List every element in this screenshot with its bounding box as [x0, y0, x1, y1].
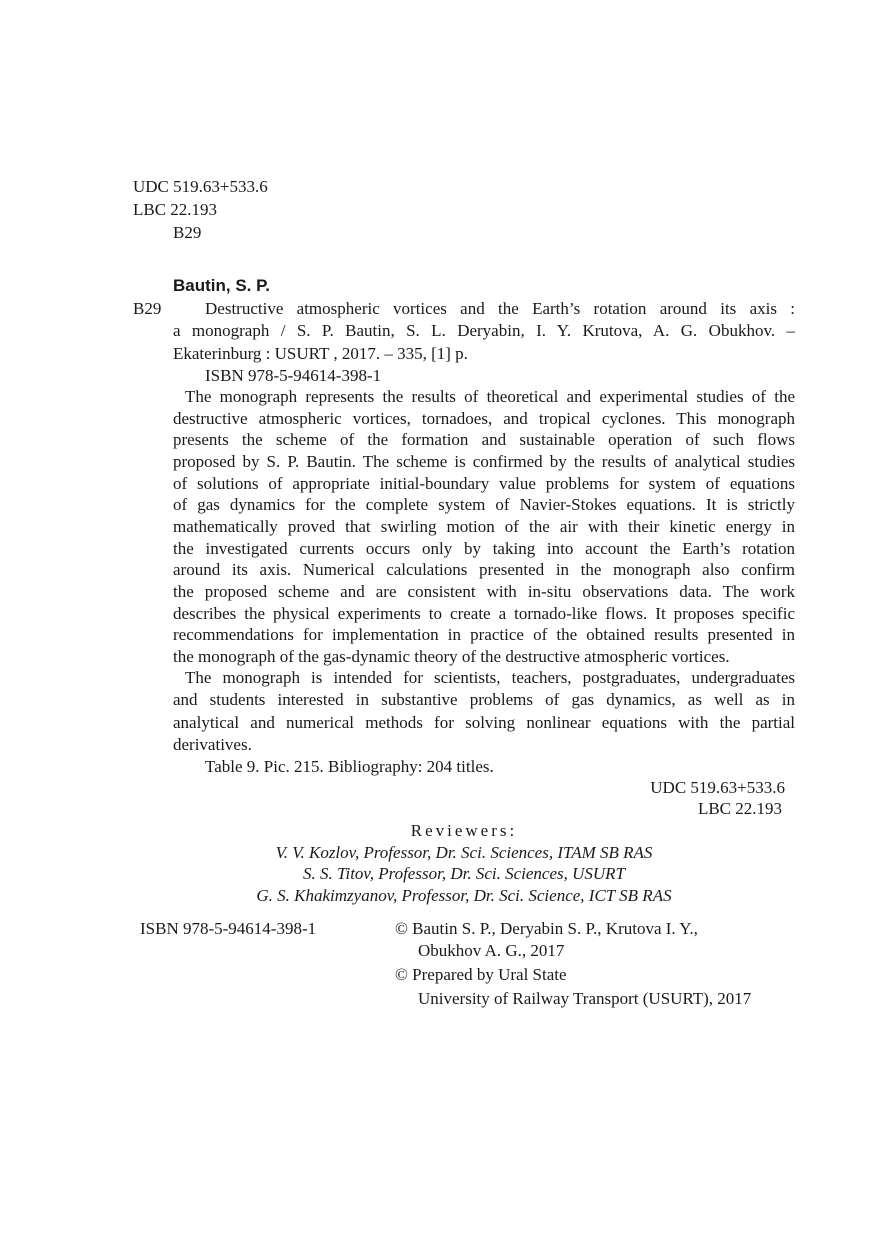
paragraph-line: the investigated currents occurs only by taking into account the Earth’s rotation	[173, 539, 795, 558]
paragraph-line: analytical and numerical methods for solving nonlinear equations with the partial	[173, 713, 795, 732]
header-lbc: LBC 22.193	[133, 200, 218, 219]
paragraph-line: the proposed scheme and are consistent with in-situ observations data. The work	[173, 582, 795, 601]
paragraph-line: The monograph is intended for scientists, teachers, postgraduates, undergraduates	[185, 668, 795, 687]
reviewer-item: V. V. Kozlov, Professor, Dr. Sci. Sciences, ITAM SB RAS	[275, 843, 653, 862]
paragraph-line: describes the physical experiments to create a tornado-like flows. It proposes specific	[173, 604, 795, 623]
copyright-line: © Bautin S. P., Deryabin S. P., Krutova I. Y.,	[395, 919, 698, 938]
reviewer-item: G. S. Khakimzyanov, Professor, Dr. Sci. Science, ICT SB RAS	[256, 886, 672, 905]
paragraph-line: presents the scheme of the formation and sustainable operation of such flows	[173, 430, 795, 449]
paragraph-line: destructive atmospheric vortices, tornadoes, and tropical cyclones. This monograph	[173, 409, 795, 428]
paragraph-line: recommendations for implementation in practice of the obtained results presented in	[173, 625, 795, 644]
paragraph-line: The monograph represents the results of theoretical and experimental studies of the	[185, 387, 795, 406]
paragraph-line: of gas dynamics for the complete system of Navier-Stokes equations. It is strictly	[173, 495, 795, 514]
stats-line: Table 9. Pic. 215. Bibliography: 204 titles.	[205, 757, 494, 776]
footer-lbc: LBC 22.193	[697, 799, 782, 818]
entry-line: a monograph / S. P. Bautin, S. L. Deryabin, I. Y. Krutova, A. G. Obukhov. –	[173, 321, 795, 340]
copyright-line: © Prepared by Ural State	[395, 965, 567, 984]
copyright-line: University of Railway Transport (USURT), 2017	[418, 989, 752, 1008]
paragraph-line: of solutions of appropriate initial-boundary value problems for system of equations	[173, 474, 795, 493]
header-code: B29	[173, 223, 202, 242]
entry-isbn: ISBN 978-5-94614-398-1	[205, 366, 382, 385]
entry-author: Bautin, S. P.	[173, 276, 270, 295]
reviewer-item: S. S. Titov, Professor, Dr. Sci. Sciences, USURT	[302, 864, 626, 883]
reviewers-title: Reviewers:	[410, 821, 518, 840]
header-udc: UDC 519.63+533.6	[133, 177, 268, 196]
paragraph-line: derivatives.	[173, 735, 252, 754]
entry-line: Ekaterinburg : USURT , 2017. – 335, [1] p.	[173, 344, 468, 363]
paragraph-line: around its axis. Numerical calculations presented in the monograph also confirm	[173, 560, 795, 579]
entry-code: B29	[133, 299, 162, 318]
footer-udc: UDC 519.63+533.6	[650, 778, 785, 797]
copyright-isbn: ISBN 978-5-94614-398-1	[140, 919, 317, 938]
copyright-line: Obukhov A. G., 2017	[418, 941, 565, 960]
paragraph-line: the monograph of the gas-dynamic theory of the destructive atmospheric vortices.	[173, 647, 730, 666]
paragraph-line: proposed by S. P. Bautin. The scheme is confirmed by the results of analytical studies	[173, 452, 795, 471]
paragraph-line: mathematically proved that swirling motion of the air with their kinetic energy in	[173, 517, 795, 536]
entry-line: Destructive atmospheric vortices and the Earth’s rotation around its axis :	[205, 299, 795, 318]
paragraph-line: and students interested in substantive problems of gas dynamics, as well as in	[173, 690, 795, 709]
